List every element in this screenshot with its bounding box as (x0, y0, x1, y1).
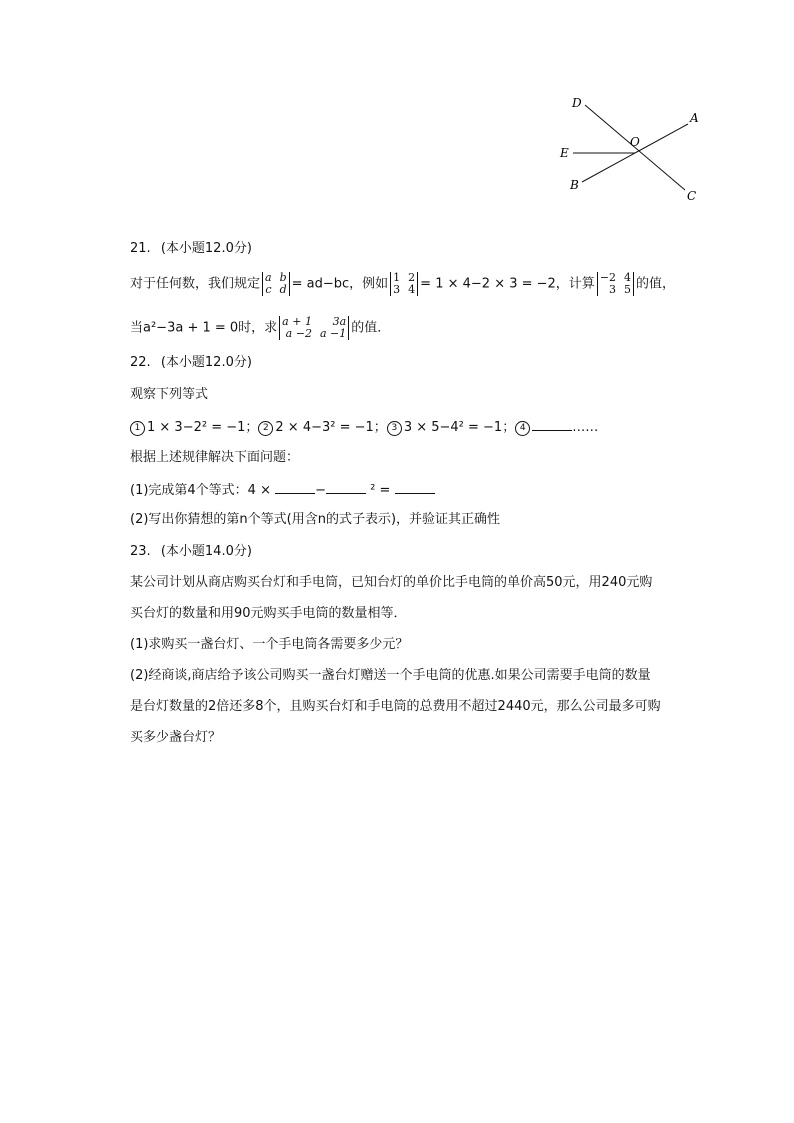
q22-header (130, 354, 252, 372)
determinant-expression (279, 316, 349, 340)
q23-score: (本小题14.0分) (160, 544, 252, 559)
label-B: B (570, 178, 579, 192)
determinant-example (390, 272, 418, 296)
answer-blank (532, 418, 572, 431)
determinant-compute (597, 272, 634, 296)
q22-number: 22. (130, 355, 151, 370)
q23-line1: 某公司计划从商店购买台灯和手电筒，已知台灯的单价比手电筒的单价高50元，用240元购 (130, 575, 653, 590)
q23-line2: 买台灯的数量和用90元购买手电筒的数量相等． (130, 606, 407, 621)
q23-line6: 买多少盏台灯？ (130, 730, 222, 745)
det-cell: b (279, 271, 287, 284)
equation-2: 2 × 4−3² = −1； (275, 420, 387, 435)
q23-number: 23. (130, 544, 151, 559)
q23-line4: (2)经商谈,商店给予该公司购买一盏台灯赠送一个手电筒的优惠.如果公司需要手电筒的数量 (130, 668, 651, 683)
det-cell: a −1 (319, 327, 347, 340)
label-A: A (690, 111, 699, 125)
det-cell: a −2 (285, 327, 312, 340)
q22-text: (1)完成第4个等式：4 × (130, 483, 271, 498)
equation-4-tail: …… (572, 420, 599, 435)
q22-text: − (315, 483, 327, 498)
circled-number-3: 3 (387, 421, 402, 436)
q21-text: = ad−bc，例如 (291, 276, 389, 292)
det-cell: 3 (609, 283, 617, 296)
q21-score: (本小题12.0分) (160, 241, 252, 256)
answer-blank (275, 481, 315, 494)
label-E: E (560, 146, 569, 160)
det-cell: a + 1 (282, 315, 312, 328)
equation-3: 3 × 5−4² = −1； (403, 420, 516, 435)
geometry-figure (555, 92, 715, 207)
label-C: C (687, 189, 697, 203)
label-D: D (572, 96, 582, 110)
q21-number: 21. (130, 241, 151, 256)
circled-number-2: 2 (258, 421, 273, 436)
q22-text: ² = (370, 483, 391, 498)
det-cell: c (265, 283, 272, 296)
det-cell: 4 (408, 283, 416, 296)
det-cell: 4 (624, 271, 632, 284)
determinant-abcd (262, 272, 290, 296)
q23-header (130, 543, 252, 561)
circled-number-4: 4 (515, 421, 530, 436)
q21-header (130, 240, 252, 258)
det-cell: d (279, 283, 287, 296)
q22-part2: (2)写出你猜想的第n个等式(用含n的式子表示)，并验证其正确性 (130, 512, 501, 527)
q21-text: 的值． (351, 320, 391, 336)
q22-part1 (130, 481, 435, 500)
q21-text: = 1 × 4−2 × 3 = −2，计算 (420, 276, 595, 292)
answer-blank (326, 481, 366, 494)
det-cell: 5 (624, 283, 632, 296)
circled-number-1: 1 (130, 421, 145, 436)
det-cell: 3a (332, 315, 347, 328)
q23-line5: 是台灯数量的2倍还多8个，且购买台灯和手电筒的总费用不超过2440元，那么公司最多可购 (130, 699, 661, 714)
det-cell: a (265, 271, 272, 284)
q21-text: 的值， (636, 276, 676, 292)
q22-equations (130, 418, 598, 437)
q21-line1 (130, 272, 675, 296)
q22-intro: 观察下列等式 (130, 387, 209, 402)
q22-solve: 根据上述规律解决下面问题： (130, 450, 300, 465)
q21-text: 当a²−3a + 1 = 0时，求 (130, 320, 278, 336)
label-O: O (630, 135, 640, 149)
det-cell: 3 (393, 283, 401, 296)
q21-line2 (130, 316, 390, 340)
det-cell: 1 (393, 271, 401, 284)
equation-1: 1 × 3−2² = −1； (147, 420, 259, 435)
answer-blank (395, 481, 435, 494)
q23-line3: (1)求购买一盏台灯、一个手电筒各需要多少元？ (130, 637, 409, 652)
q21-text: 对于任何数，我们规定 (130, 276, 261, 292)
det-cell: −2 (599, 271, 617, 284)
det-cell: 2 (408, 271, 416, 284)
q22-score: (本小题12.0分) (160, 355, 252, 370)
